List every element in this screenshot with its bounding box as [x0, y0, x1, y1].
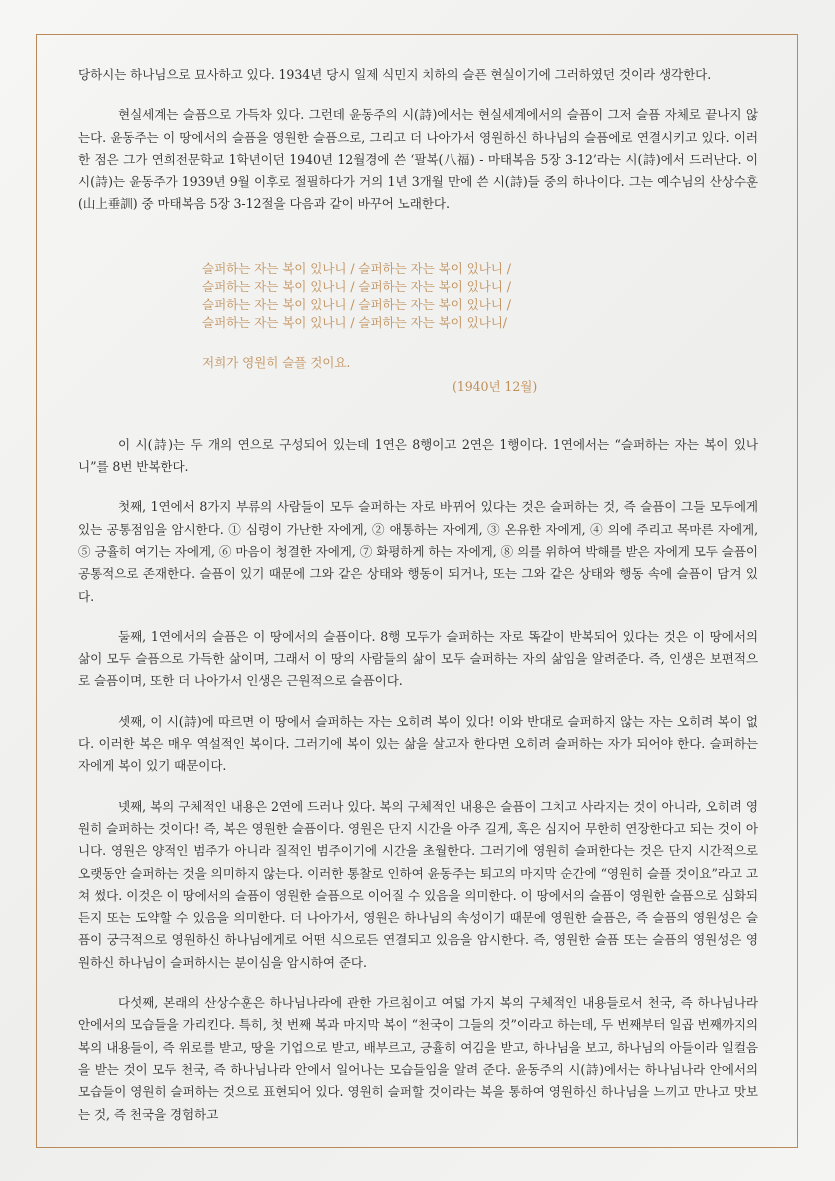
paragraph-second: 둘째, 1연에서의 슬픔은 이 땅에서의 슬픔이다. 8행 모두가 슬퍼하는 자로 똑같이 반복되어 있다는 것은 이 땅에서의 삶이 모두 슬픔으로 가득한 삶이며, 그래서 이 땅의 사람들의 삶이 모두 슬퍼하는 자의 삶임을 알려준다. 즉, 인생은 보편적으로 슬픔이며, 또한 더 나아가서 인생은 근원적으로 슬픔이다.: [78, 628, 758, 689]
paragraph-third: 셋째, 이 시(詩)에 따르면 이 땅에서 슬퍼하는 자는 오히려 복이 있다! 이와 반대로 슬퍼하지 않는 자는 오히려 복이 없다. 이러한 복은 매우 역설적인 복이다. 그러기에 복이 있는 삶을 살고자 한다면 오히려 슬퍼하는 자가 되어야 한다. 슬퍼하는 자에게 복이 있기 때문이다.: [78, 713, 758, 774]
poem-closing-line: 저희가 영원히 슬플 것이요.: [202, 354, 351, 370]
paragraph-reality-sorrow: 현실세계는 슬픔으로 가득차 있다. 그런데 윤동주의 시(詩)에서는 현실세계에서의 슬픔이 그저 슬픔 자체로 끝나지 않는다. 윤동주는 이 땅에서의 슬픔을 영원한 슬픔으로, 그리고 더 나아가서 영원하신 하나님의 슬픔에로 연결시키고 있다. 이러한 점은 그가 연희전문학교 1학년이던 1940년 12월경에 쓴 ‘팔복(八福) - 마태복음 5장 3-12’라는 시(詩)에서 드러난다. 이 시(詩)는 윤동주가 1939년 9월 이후로 절필하다가 거의 1년 3개월 만에 쓴 시(詩)들 중의 하나이다. 그는 예수님의 산상수훈(山上垂訓) 중 마태복음 5장 3-12절을 다음과 같이 바꾸어 노래한다.: [78, 107, 758, 212]
paragraph-structure: 이 시(詩)는 두 개의 연으로 구성되어 있는데 1연은 8행이고 2연은 1행이다. 1연에서는 “슬퍼하는 자는 복이 있나니”를 8번 반복한다.: [78, 436, 758, 475]
paragraph-fifth: 다섯째, 본래의 산상수훈은 하나님나라에 관한 가르침이고 여덟 가지 복의 구체적인 내용들로서 천국, 즉 하나님나라 안에서의 모습들을 가리킨다. 특히, 첫 번째 복과 마지막 복이 “천국이 그들의 것”이라고 하는데, 두 번째부터 일곱 번째까지의 복의 내용들이, 즉 위로를 받고, 땅을 기업으로 받고, 배부르고, 긍휼히 여김을 받고, 하나님을 보고, 하나님의 아들이라 일컬음을 받는 것이 모두 천국, 즉 하나님나라 안에서 일어나는 모습들임을 알려 준다. 윤동주의 시(詩)에서는 하나님나라 안에서의 모습들이 영원히 슬퍼하는 것으로 표현되어 있다. 영원히 슬퍼할 것이라는 복을 통하여 영원하신 하나님을 느끼고 만나고 맛보는 것, 즉 천국을 경험하고: [78, 995, 758, 1122]
poem-line: 슬퍼하는 자는 복이 있나니 / 슬퍼하는 자는 복이 있나니 /: [202, 296, 511, 312]
paragraph-continued: 당하시는 하나님으로 묘사하고 있다. 1934년 당시 일제 식민지 치하의 슬픈 현실이기에 그러하였던 것이라 생각한다.: [78, 67, 712, 82]
poem-line: 슬퍼하는 자는 복이 있나니 / 슬퍼하는 자는 복이 있나니 /: [202, 260, 511, 276]
poem-line: 슬퍼하는 자는 복이 있나니 / 슬퍼하는 자는 복이 있나니 /: [202, 278, 511, 294]
document-body: [78, 64, 758, 1126]
poem-line: 슬퍼하는 자는 복이 있나니 / 슬퍼하는 자는 복이 있나니/: [202, 314, 507, 330]
paragraph-first: 첫째, 1연에서 8가지 부류의 사람들이 모두 슬퍼하는 자로 바뀌어 있다는 것은 슬퍼하는 것, 즉 슬픔이 그들 모두에게 있는 공통점임을 암시한다. ① 심령이 가난한 자에게, ② 애통하는 자에게, ③ 온유한 자에게, ④ 의에 주리고 목마른 자에게, ⑤ 긍휼히 여기는 자에게, ⑥ 마음이 청결한 자에게, ⑦ 화평하게 하는 자에게, ⑧ 의를 위하여 박해를 받은 자에게 모두 슬픔이 공통적으로 존재한다. 슬픔이 있기 때문에 그와 같은 상태와 행동이 되거나, 또는 그와 같은 상태와 행동 속에 슬픔이 담겨 있다.: [78, 499, 758, 604]
poem-quote: [202, 260, 758, 396]
paragraph-fourth: 넷째, 복의 구체적인 내용은 2연에 드러나 있다. 복의 구체적인 내용은 슬픔이 그치고 사라지는 것이 아니라, 오히려 영원히 슬퍼하는 것이다! 즉, 복은 영원한 슬픔이다. 영원은 단지 시간을 아주 길게, 혹은 심지어 무한히 연장한다고 되는 것이 아니다. 영원은 양적인 범주가 아니라 질적인 범주이기에 시간을 초월한다. 그러기에 영원히 슬퍼한다는 것은 단지 시간적으로 오랫동안 슬퍼하는 것을 의미하지 않는다. 이러한 통찰로 인하여 윤동주는 퇴고의 마지막 순간에 “영원히 슬플 것이요”라고 고쳐 썼다. 이것은 이 땅에서의 슬픔이 영원한 슬픔으로 이어질 수 있음을 의미한다. 이 땅에서의 슬픔이 영원한 슬픔으로 심화되든지 또는 도약할 수 있음을 의미한다. 더 나아가서, 영원은 하나님의 속성이기 때문에 영원한 슬픔은, 즉 슬픔의 영원성은 슬픔이 궁극적으로 영원하신 하나님에게로 어떤 식으로든 연결되고 있음을 암시한다. 즉, 영원한 슬픔 또는 슬픔의 영원성은 영원하신 하나님이 슬퍼하시는 분이심을 암시하여 준다.: [78, 798, 759, 970]
poem-date: (1940년 12월): [452, 378, 538, 394]
